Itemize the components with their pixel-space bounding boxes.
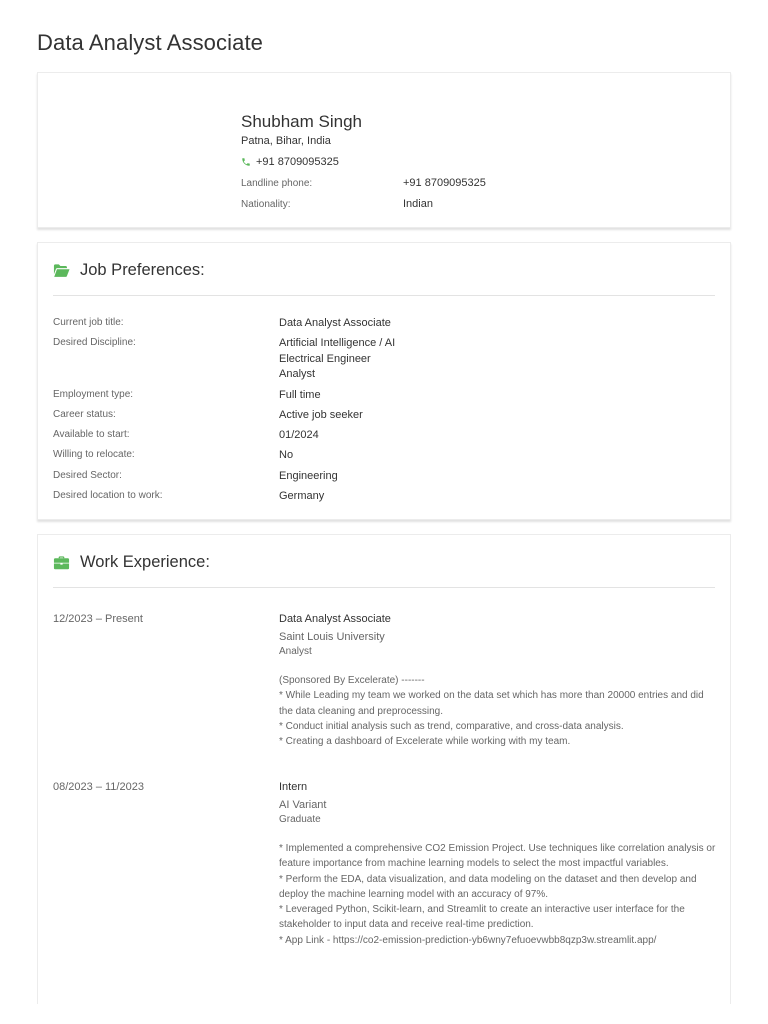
pref-value	[279, 428, 319, 444]
work-experience-header	[53, 553, 210, 572]
landline-label: Landline phone:	[241, 178, 313, 189]
phone-number[interactable]: +91 8709095325	[256, 156, 339, 168]
candidate-name: Shubham Singh	[241, 112, 362, 131]
pref-value	[279, 388, 321, 404]
pref-label: Desired location to work:	[53, 490, 163, 501]
job-preferences-title: Job Preferences:	[80, 261, 205, 279]
pref-value	[279, 336, 395, 383]
job-description-line: * While Leading my team we worked on the data set which has more than 20000 entries and did the data cleaning and preprocessing.	[279, 690, 704, 717]
pref-label: Employment type:	[53, 389, 134, 400]
pref-value-line: Artificial Intelligence / AI	[279, 337, 396, 349]
job-company: Saint Louis University	[279, 631, 385, 643]
pref-label: Willing to relocate:	[53, 449, 135, 460]
job-level: Analyst	[279, 646, 312, 657]
pref-value-line: 01/2024	[279, 429, 319, 441]
app-link[interactable]: * App Link - https://co2-emission-prediction-yb6wny7efuoevwbb8qzp3w.streamlit.app/	[279, 934, 657, 946]
job-level: Graduate	[279, 814, 321, 825]
job-description-line: * Implemented a comprehensive CO2 Emission Project. Use techniques like correlation analysis or feature importance from machine learning models to select the most impactful variables.	[279, 843, 716, 870]
pref-value-line: Germany	[279, 490, 325, 502]
pref-value-line: Full time	[279, 389, 321, 401]
job-dates: 12/2023 – Present	[53, 613, 143, 625]
pref-value	[279, 316, 391, 332]
pref-value-line: Analyst	[279, 368, 316, 380]
section-divider	[53, 587, 715, 588]
job-company: AI Variant	[279, 799, 327, 811]
job-body	[279, 613, 719, 749]
job-description-line: * Perform the EDA, data visualization, and data modeling on the dataset and then develop and deploy the machine learning model with an accuracy of 97%.	[279, 873, 697, 900]
page-title: Data Analyst Associate	[37, 30, 263, 55]
pref-value	[279, 469, 338, 485]
pref-label: Available to start:	[53, 429, 130, 440]
job-description	[279, 841, 719, 948]
pref-value-line: No	[279, 449, 294, 461]
pref-label: Desired Discipline:	[53, 337, 136, 348]
phone-icon	[241, 157, 251, 167]
briefcase-icon	[53, 555, 70, 570]
work-experience-title: Work Experience:	[80, 553, 210, 571]
phone-row	[241, 156, 339, 168]
work-experience-card	[37, 534, 731, 1004]
pref-label: Desired Sector:	[53, 470, 122, 481]
pref-label: Current job title:	[53, 317, 124, 328]
pref-value	[279, 489, 324, 505]
pref-value	[279, 448, 293, 464]
job-preferences-header	[53, 261, 205, 280]
pref-label: Career status:	[53, 409, 116, 420]
pref-value-line: Engineering	[279, 470, 338, 482]
profile-card	[37, 72, 731, 228]
pref-value	[279, 408, 363, 424]
nationality-label: Nationality:	[241, 199, 291, 210]
job-body	[279, 781, 719, 948]
job-dates: 08/2023 – 11/2023	[53, 781, 144, 793]
candidate-location: Patna, Bihar, India	[241, 135, 331, 147]
job-description-line: * Leveraged Python, Scikit-learn, and Streamlit to create an interactive user interface for the stakeholder to input data and receive real-time prediction.	[279, 904, 685, 931]
job-description-line: (Sponsored By Excelerate) -------	[279, 675, 425, 686]
folder-open-icon	[53, 263, 70, 278]
nationality-value: Indian	[403, 198, 433, 210]
pref-value-line: Active job seeker	[279, 409, 363, 421]
landline-value: +91 8709095325	[403, 177, 486, 189]
job-description-line: * Creating a dashboard of Excelerate while working with my team.	[279, 736, 571, 748]
pref-value-line: Data Analyst Associate	[279, 317, 391, 329]
job-title: Intern	[279, 781, 308, 793]
job-preferences-card	[37, 242, 731, 520]
job-title: Data Analyst Associate	[279, 613, 391, 625]
job-description	[279, 673, 719, 749]
pref-value-line: Electrical Engineer	[279, 352, 371, 365]
section-divider	[53, 295, 715, 296]
job-description-line: * Conduct initial analysis such as trend, comparative, and cross-data analysis.	[279, 720, 624, 732]
